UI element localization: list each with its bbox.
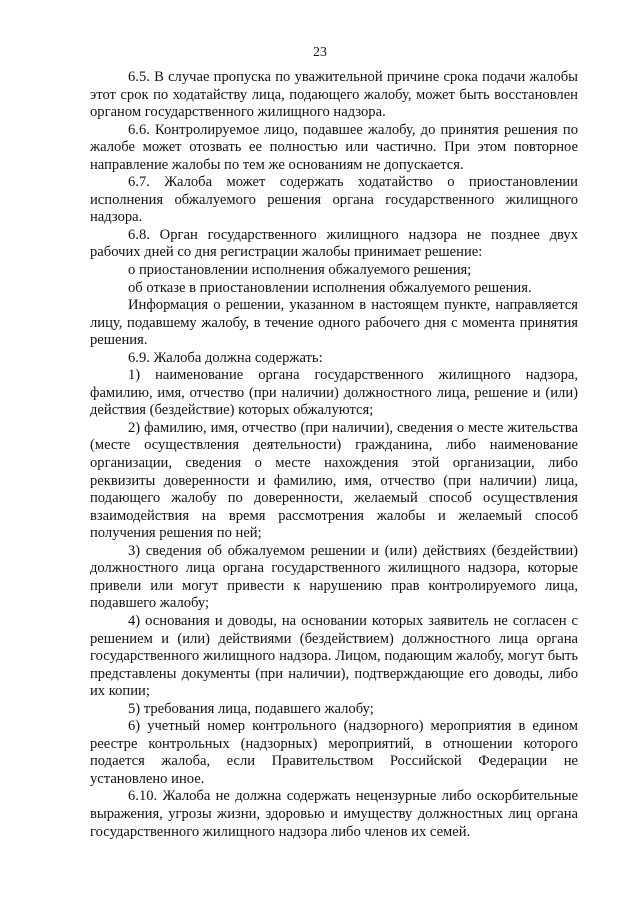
paragraph-6-6: 6.6. Контролируемое лицо, подавшее жалобу, до принятия решения по жалобе может отозвать ее полностью или частично. При этом повторное направление жалобы по тем же основаниям не допускается. xyxy=(90,121,578,173)
page-number: 23 xyxy=(313,45,327,60)
paragraph-6-9-item-3: 3) сведения об обжалуемом решении и (или) действиях (бездействии) должностного лица органа государственного жилищного надзора, которые привели или могут привести к нарушению прав контролируемого лица, подавшего жалобу; xyxy=(90,542,578,612)
paragraph-6-9: 6.9. Жалоба должна содержать: xyxy=(128,349,323,366)
paragraph-6-8-option-suspend: о приостановлении исполнения обжалуемого решения; xyxy=(128,262,472,279)
paragraph-6-10: 6.10. Жалоба не должна содержать нецензурные либо оскорбительные выражения, угрозы жизни, здоровью и имуществу должностных лиц органа государственного жилищного надзора либо членов их семей. xyxy=(90,788,578,840)
paragraph-6-8: 6.8. Орган государственного жилищного надзора не позднее двух рабочих дней со дня регистрации жалобы принимает решение: xyxy=(90,226,578,261)
paragraph-6-9-item-1: 1) наименование органа государственного жилищного надзора, фамилию, имя, отчество (при наличии) должностного лица, решение и (или) действия (бездействие) которых обжалуются; xyxy=(90,367,578,419)
paragraph-6-7: 6.7. Жалоба может содержать ходатайство о приостановлении исполнения обжалуемого решения органа государственного жилищного надзора. xyxy=(90,174,578,226)
paragraph-6-9-item-4: 4) основания и доводы, на основании которых заявитель не согласен с решением и (или) действиями (бездействием) должностного лица органа государственного жилищного надзора. Лицом, подающим жалобу, могут быть представлены документы (при наличии), подтверждающие его доводы, либо их копии; xyxy=(90,612,578,700)
paragraph-6-8-option-refuse: об отказе в приостановлении исполнения обжалуемого решения. xyxy=(128,279,532,296)
paragraph-6-5: 6.5. В случае пропуска по уважительной причине срока подачи жалобы этот срок по ходатайству лица, подающего жалобу, может быть восстановлен органом государственного жилищного надзора. xyxy=(90,69,578,121)
document-body xyxy=(90,69,578,841)
paragraph-6-9-item-5: 5) требования лица, подавшего жалобу; xyxy=(128,700,374,717)
paragraph-6-8-information: Информация о решении, указанном в настоящем пункте, направляется лицу, подавшему жалобу, в течение одного рабочего дня с момента принятия решения. xyxy=(90,297,578,349)
paragraph-6-9-item-6: 6) учетный номер контрольного (надзорного) мероприятия в едином реестре контрольных (надзорных) мероприятий, в отношении которого подается жалоба, если Правительством Российской Федерации не установлено иное. xyxy=(90,718,578,787)
paragraph-6-9-item-2: 2) фамилию, имя, отчество (при наличии), сведения о месте жительства (месте осуществления деятельности) гражданина, либо наименование организации, сведения о месте нахождения этой организации, либо реквизиты доверенности и фамилию, имя, отчество (при наличии) лица, подающего жалобу по доверенности, желаемый способ осуществления взаимодействия на время рассмотрения жалобы и желаемый способ получения решения по ней; xyxy=(90,419,578,542)
